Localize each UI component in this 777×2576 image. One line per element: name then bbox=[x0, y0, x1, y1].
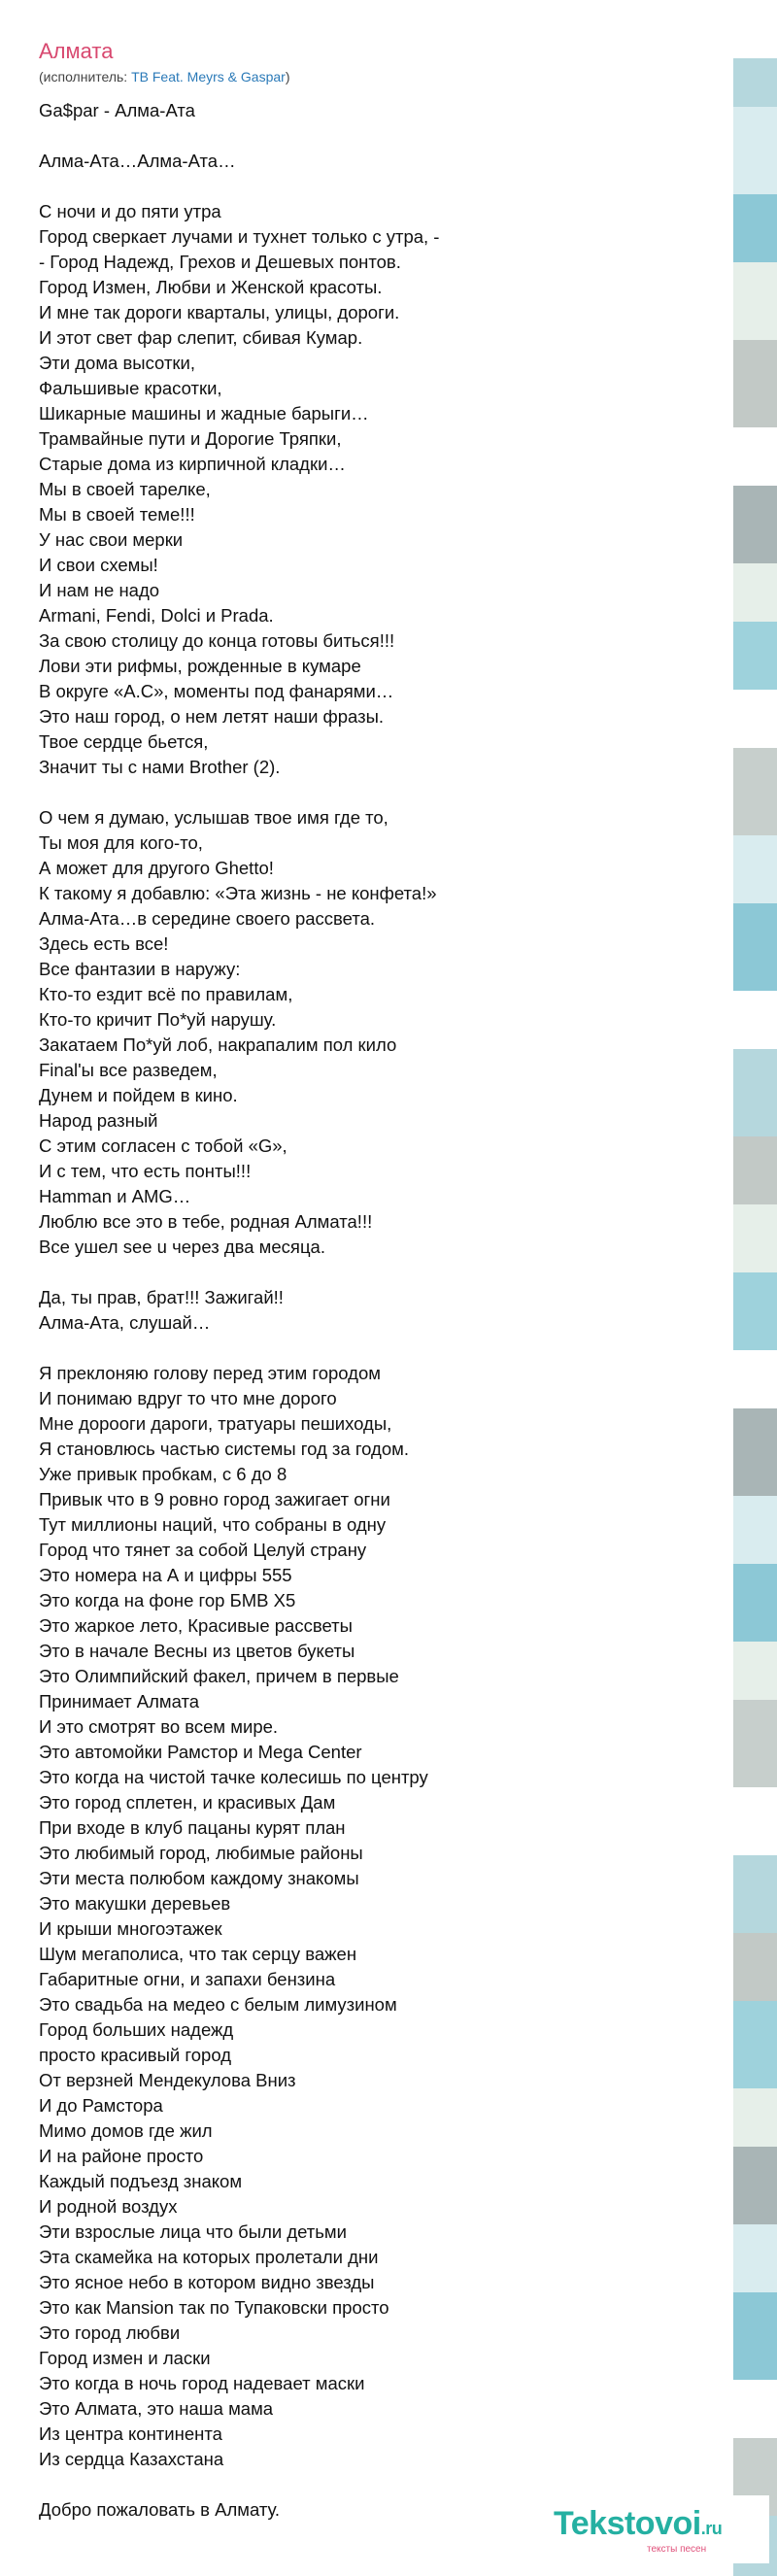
artist-prefix: (исполнитель: bbox=[39, 69, 132, 85]
song-title: Алмата bbox=[39, 39, 114, 63]
logo-wordmark bbox=[554, 2505, 722, 2543]
logo-tld: .ru bbox=[700, 2519, 723, 2538]
artist-suffix: ) bbox=[285, 69, 290, 85]
logo-name: Tekstovoi bbox=[554, 2505, 701, 2542]
site-logo[interactable] bbox=[550, 2495, 769, 2563]
artist-link[interactable]: TB Feat. Meyrs & Gaspar bbox=[131, 69, 286, 85]
artist-line bbox=[39, 69, 758, 85]
logo-tagline: тексты песен bbox=[647, 2544, 707, 2555]
lyrics-text: Ga$par - Алма-Ата Алма-Ата…Алма-Ата… С ночи и до пяти утра Город сверкает лучами и тухнет только с утра, - - Город Надежд, Грехов и Дешевых понтов. Город Измен, Любви и Женской красоты. И мне так дороги кварталы, улицы, дороги. И этот свет фар слепит, сбивая Кумар. Эти дома высотки, Фальшивые красотки, Шикарные машины и жадные барыги… Трамвайные пути и Дорогие Тряпки, Старые дома из кирпичной кладки… Мы в своей тарелке, Мы в своей теме!!! У нас свои мерки И свои схемы! И нам не надо Armani, Fendi, Dolci и Prada. За свою столицу до конца готовы биться!!! Лови эти рифмы, рожденные в кумаре В округе «A.C», моменты под фанарями… Это наш город, о нем летят наши фразы. Твое сердце бьется, Значит ты с нами Brother (2). О чем я думаю, услышав твое имя где то, Ты моя для кого-то, А может для другого Ghetto! К такому я добавлю: «Эта жизнь - не конфета!» Алма-Ата…в середине своего рассвета. Здесь есть все! Все фантазии в наружу: Кто-то ездит всё по правилам, Кто-то кричит По*уй нарушу. Закатаем По*уй лоб, накрапалим пол кило Final'ы все разведем, Дунем и пойдем в кино. Народ разный С этим согласен с тобой «G», И с тем, что есть понты!!! Hamman и AMG… Люблю все это в тебе, родная Алмата!!! Все ушел see u через два месяца. Да, ты прав, брат!!! Зажигай!! Алма-Ата, слушай… Я преклоняю голову перед этим городом И понимаю вдруг то что мне дорого Мне доpоoги дароги, тратуары пешиходы, Я становлюсь частью системы год за годом. Уже привык пробкам, с 6 до 8 Привык что в 9 ровно город зажигает огни Тут миллионы наций, что собраны в одну Город что тянет за собой Целуй страну Это номера на А и цифры 555 Это когда на фоне гор БМВ X5 Это жаркое лето, Красивые рассветы Это в начале Весны из цветов букеты Это Олимпийский факел, причем в первые Принимает Алмата И это смотрят во всем мире. Это автомойки Рамстор и Mega Center Это когда на чистой тачке колесишь по центру Это город сплетен, и красивых Дам При входе в клуб пацаны курят план Это любимый город, любимые районы Эти места полюбом каждому знакомы Это макушки деревьев И крыши многоэтажек Шум мегаполиса, что так серцу важен Габаритные огни, и запахи бензина Это свадьба на медео с белым лимузином Город больших надежд просто красивый город От верзней Мендекулова Вниз И до Рамстора Мимо домов где жил И на районе просто Каждый подъезд знаком И родной воздух Эти взрослые лица что были детьми Эта скамейка на которых пролетали дни Это ясное небо в котором видно звезды Это как Mansion так по Тупаковски просто Это город любви Город измен и ласки Это когда в ночь город надевает маски Это Алмата, это наша мама Из центра континента Из сердца Казахстана Добро пожаловать в Алмату. bbox=[39, 100, 440, 2520]
